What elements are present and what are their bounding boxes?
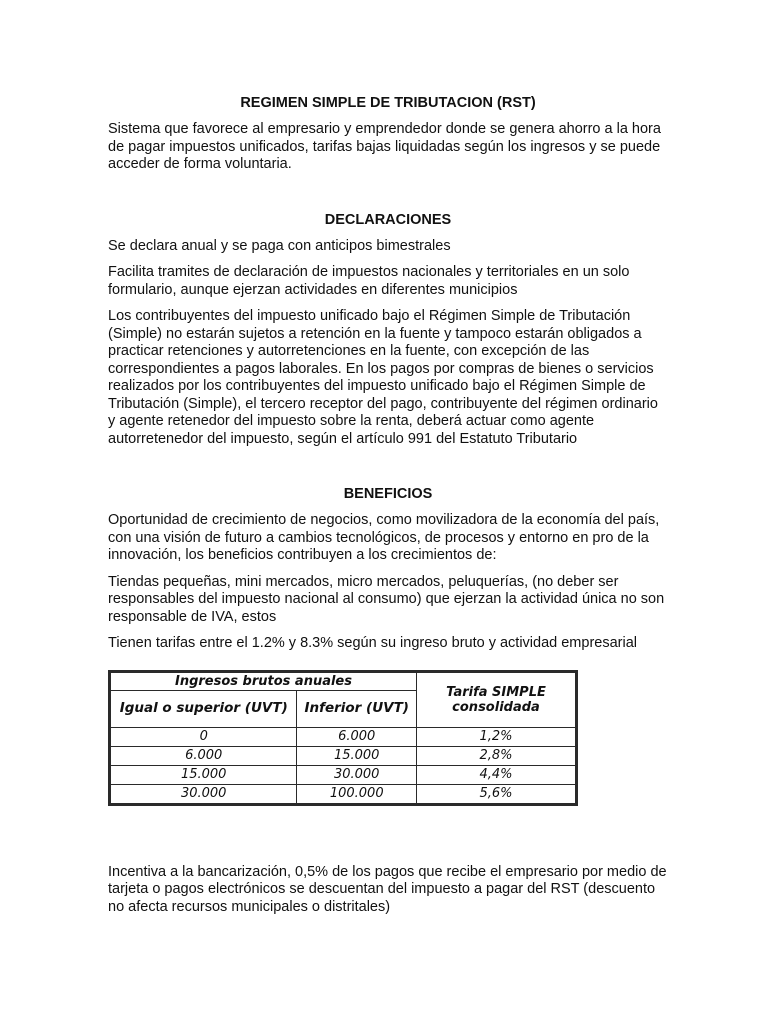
table-cell-max: 100.000 bbox=[297, 784, 417, 803]
table-cell-rate: 1,2% bbox=[417, 727, 576, 746]
document-title: REGIMEN SIMPLE DE TRIBUTACION (RST) bbox=[240, 95, 536, 111]
rates-table-image bbox=[108, 670, 578, 806]
declaraciones-paragraph-2: Facilita tramites de declaración de impuestos nacionales y territoriales en un solo formulario, aunque ejerzan actividades en diferentes municipios bbox=[108, 264, 630, 298]
table-row bbox=[111, 727, 576, 746]
intro-paragraph: Sistema que favorece al empresario y emprendedor donde se genera ahorro a la hora de pagar impuestos unificados, tarifas bajas liquidadas según los ingresos y se puede acceder de forma voluntaria. bbox=[108, 121, 661, 172]
beneficios-paragraph-1: Oportunidad de crecimiento de negocios, como movilizadora de la economía del país, con una visión de futuro a cambios tecnológicos, de procesos y entorno en pro de la innovación, los beneficios contribuyen a los crecimientos de: bbox=[108, 512, 660, 563]
table-cell-min: 15.000 bbox=[111, 765, 297, 784]
table-header-rate: Tarifa SIMPLE consolidada bbox=[417, 672, 576, 727]
table-cell-min: 0 bbox=[111, 727, 297, 746]
beneficios-heading: BENEFICIOS bbox=[343, 486, 433, 502]
rates-table bbox=[110, 672, 576, 804]
table-cell-max: 6.000 bbox=[297, 727, 417, 746]
table-header-min: Igual o superior (UVT) bbox=[111, 690, 297, 727]
table-header-max: Inferior (UVT) bbox=[297, 690, 417, 727]
table-cell-max: 15.000 bbox=[297, 746, 417, 765]
table-group-header: Ingresos brutos anuales bbox=[111, 672, 417, 690]
declaraciones-paragraph-3: Los contribuyentes del impuesto unificado bajo el Régimen Simple de Tributación (Simple) no estarán sujetos a retención en la fuente y tampoco estarán obligados a practicar retenciones y autorretenciones en la fuente, con excepción de las correspondientes a pagos laborales. En los pagos por compras de bienes o servicios realizados por los contribuyentes del impuesto unificado bajo el Régimen Simple de Tributación (Simple), el tercero receptor del pago, contribuyente del régimen ordinario y agente retenedor del impuesto sobre la renta, deberá actuar como agente autorretenedor del impuesto, según el artículo 991 del Estatuto Tributario bbox=[108, 308, 658, 447]
table-row bbox=[111, 765, 576, 784]
table-cell-min: 30.000 bbox=[111, 784, 297, 803]
beneficios-paragraph-2: Tiendas pequeñas, mini mercados, micro mercados, peluquerías, (no deber ser responsables del impuesto nacional al consumo) que ejerzan la actividad única no son responsable de IVA, estos bbox=[108, 573, 665, 625]
closing-paragraph: Incentiva a la bancarización, 0,5% de los pagos que recibe el empresario por medio de tarjeta o pagos electrónicos se descuentan del impuesto a pagar del RST (descuento no afecta recursos municipales o distritales) bbox=[108, 863, 667, 915]
declaraciones-paragraph-1: Se declara anual y se paga con anticipos bimestrales bbox=[108, 237, 451, 254]
table-cell-rate: 4,4% bbox=[417, 765, 576, 784]
beneficios-paragraph-3: Tienen tarifas entre el 1.2% y 8.3% según su ingreso bruto y actividad empresarial bbox=[108, 635, 637, 651]
declaraciones-heading: DECLARACIONES bbox=[324, 211, 452, 228]
table-cell-rate: 5,6% bbox=[417, 784, 576, 803]
table-cell-min: 6.000 bbox=[111, 746, 297, 765]
table-row bbox=[111, 746, 576, 765]
table-cell-max: 30.000 bbox=[297, 765, 417, 784]
document-page bbox=[108, 90, 668, 916]
table-row bbox=[111, 784, 576, 803]
table-cell-rate: 2,8% bbox=[417, 746, 576, 765]
